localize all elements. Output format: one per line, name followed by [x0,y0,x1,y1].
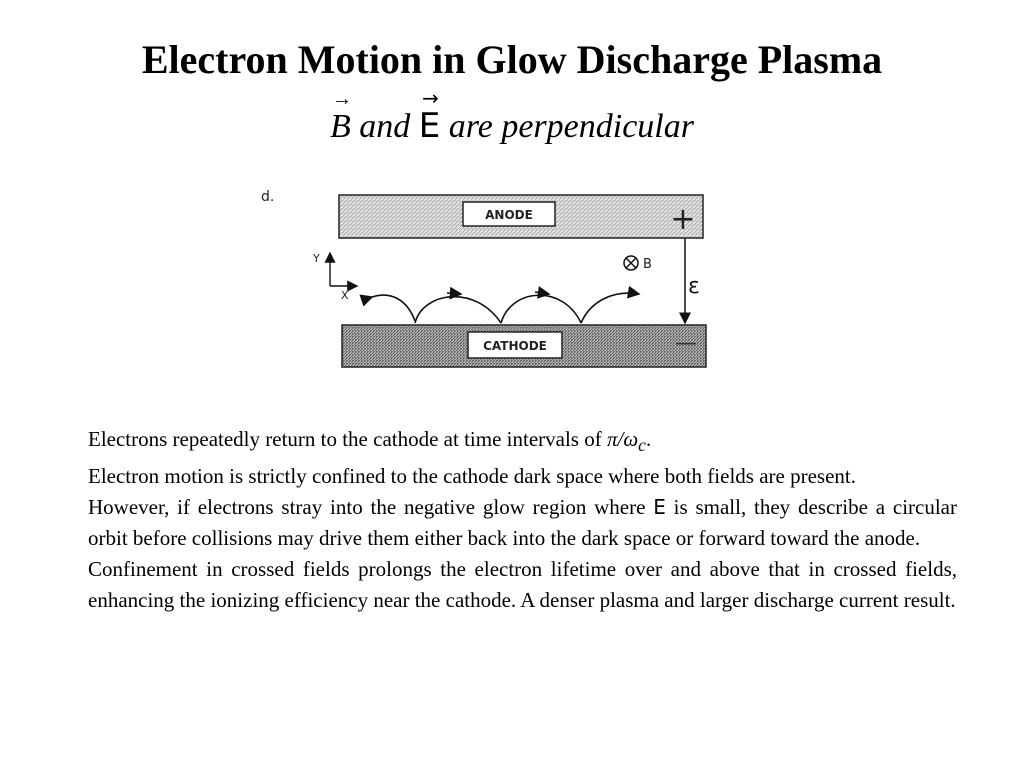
panel-label: d. [261,189,275,205]
diagram-svg [255,180,715,380]
p3-text-start: However, if electrons stray into the negative glow region where [88,495,654,520]
electron-motion-diagram [255,180,715,380]
subtitle-rest: are perpendicular [440,108,694,145]
plus-sign: + [670,202,696,237]
e-vector-label: E [418,106,441,146]
subtitle-and: and [350,108,419,145]
electron-arc-2 [501,295,581,323]
electron-arrow-2 [535,292,549,294]
page-subtitle [0,86,1024,149]
b-vector [330,88,353,149]
p1-text: Electrons repeatedly return to the cathode at time intervals of [88,427,607,451]
p1-formula: π/ω [606,427,639,451]
e-vector [418,86,441,148]
e-field-label: ε [688,274,700,299]
minus-sign: — [675,331,697,356]
y-axis-label: Y [313,252,320,265]
b-field-label: B [643,257,652,272]
cathode-label: CATHODE [483,339,547,353]
p3-e-symbol: E [653,495,666,520]
p1-formula-subscript: c [638,435,646,456]
vector-arrow-icon: → [332,88,353,110]
electron-arrow-1 [447,293,461,294]
anode-label: ANODE [485,208,533,222]
p1-end: . [645,427,652,451]
body-text [88,424,957,616]
page-title: Electron Motion in Glow Discharge Plasma [141,37,883,82]
b-field-into-page-icon [624,256,638,270]
paragraph-1 [88,424,957,461]
paragraph-3 [88,492,957,554]
paragraph-4: Confinement in crossed fields prolongs the electron lifetime over and above that in crossed fields, enhancing the ionizing efficiency near the cathode. A denser plasma and larger discharge current result. [88,557,957,613]
b-vector-label: B [330,108,351,145]
vector-arrow-icon: → [422,86,439,110]
paragraph-2: Electron motion is strictly confined to the cathode dark space where both fields are present. [88,464,856,489]
electron-arc-1 [415,297,501,323]
p3-text-end: is small, they describe a circular orbit before collisions may drive them either back into the dark space or forward toward the anode. [88,495,957,551]
electron-path-start [372,295,415,321]
electron-path-end [581,293,639,323]
x-axis-label: X [341,289,349,302]
